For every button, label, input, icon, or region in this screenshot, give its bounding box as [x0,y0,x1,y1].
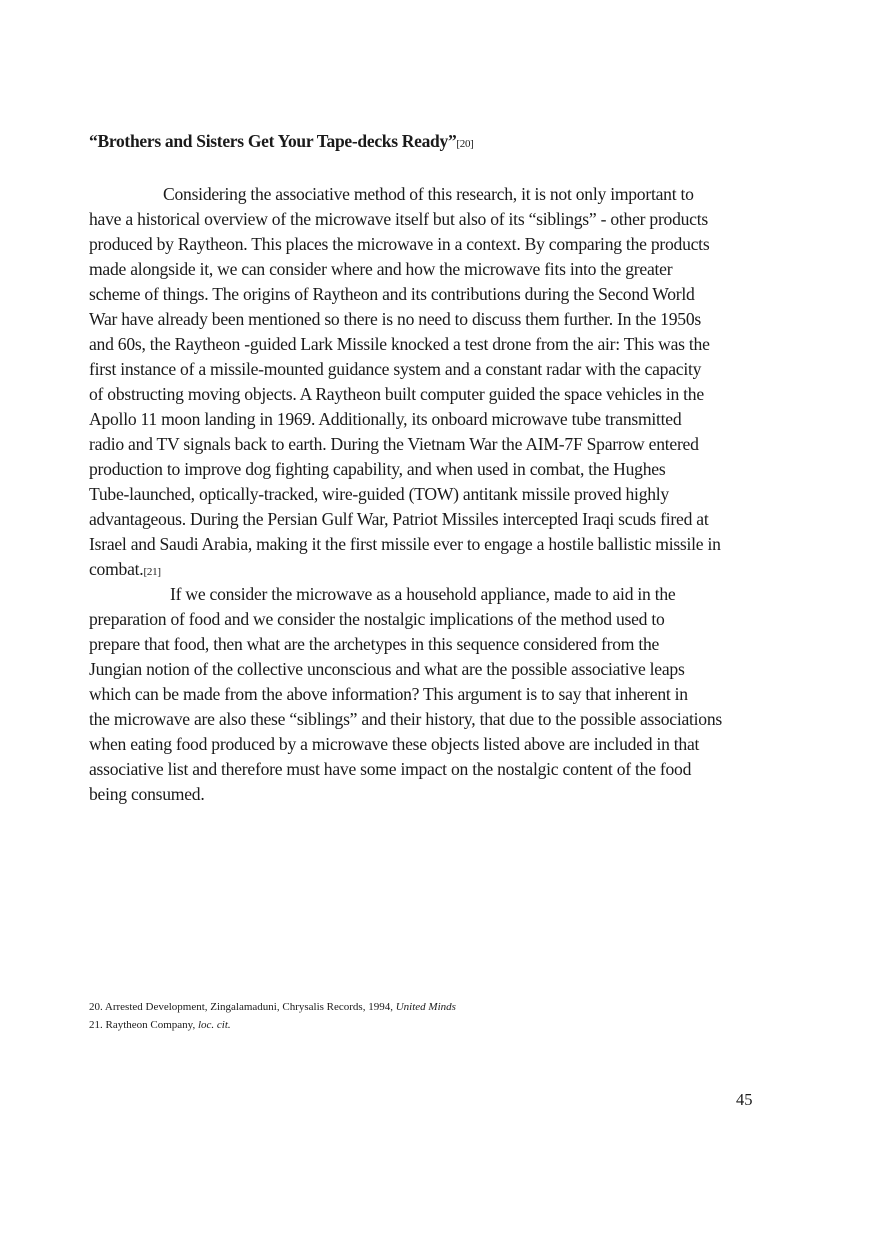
text-line: Jungian notion of the collective unconscious and what are the possible associative leaps [89,659,685,679]
text-line: scheme of things. The origins of Raytheon and its contributions during the Second World [89,284,695,304]
footnote-ref-20: [20] [456,138,474,150]
footnote-20 [89,1001,456,1013]
text-line: production to improve dog fighting capability, and when used in combat, the Hughes [89,459,666,479]
section-heading [89,131,474,152]
paragraph-2 [89,582,769,807]
paragraph-1 [89,182,769,582]
footnote-text: 20. Arrested Development, Zingalamaduni, Chrysalis Records, 1994, [89,1001,396,1013]
text-line: Tube-launched, optically-tracked, wire-guided (TOW) antitank missile proved highly [89,484,669,504]
page-number: 45 [736,1090,753,1109]
text-line: preparation of food and we consider the nostalgic implications of the method used to [89,609,665,629]
text-line: combat.[21] [89,559,161,579]
text-line: have a historical overview of the microwave itself but also of its “siblings” - other products [89,209,708,229]
footnote-21 [89,1019,231,1031]
text-line: Israel and Saudi Arabia, making it the first missile ever to engage a hostile ballistic missile in [89,534,721,554]
footnote-italic: United Minds [395,1001,456,1013]
text-line: advantageous. During the Persian Gulf War, Patriot Missiles intercepted Iraqi scuds fired at [89,509,709,529]
text-line: the microwave are also these “siblings” and their history, that due to the possible associations [89,709,722,729]
text-line: If we consider the microwave as a household appliance, made to aid in the [170,584,676,604]
text-line: being consumed. [89,784,205,804]
text-line: War have already been mentioned so there is no need to discuss them further. In the 1950s [89,309,701,329]
text-line: Considering the associative method of this research, it is not only important to [163,184,694,204]
text-line: when eating food produced by a microwave these objects listed above are included in that [89,734,700,754]
text-line: produced by Raytheon. This places the microwave in a context. By comparing the products [89,234,710,254]
text-line: first instance of a missile-mounted guidance system and a constant radar with the capacity [89,359,702,379]
text-line: of obstructing moving objects. A Raytheon built computer guided the space vehicles in the [89,384,704,404]
body-text [89,182,769,807]
text-line: made alongside it, we can consider where and how the microwave fits into the greater [89,259,673,279]
text-line: associative list and therefore must have some impact on the nostalgic content of the food [89,759,692,779]
footnote-ref-21: [21] [143,566,161,578]
footnote-italic: loc. cit. [197,1019,231,1031]
text-line: Apollo 11 moon landing in 1969. Additionally, its onboard microwave tube transmitted [89,409,682,429]
heading-title: “Brothers and Sisters Get Your Tape-decks Ready” [89,131,457,151]
footnote-text: 21. Raytheon Company, [89,1019,198,1031]
text-line: radio and TV signals back to earth. During the Vietnam War the AIM-7F Sparrow entered [89,434,699,454]
text-line: and 60s, the Raytheon -guided Lark Missile knocked a test drone from the air: This was the [89,334,710,354]
text-line: prepare that food, then what are the archetypes in this sequence considered from the [89,634,660,654]
text-line: which can be made from the above information? This argument is to say that inherent in [89,684,688,704]
